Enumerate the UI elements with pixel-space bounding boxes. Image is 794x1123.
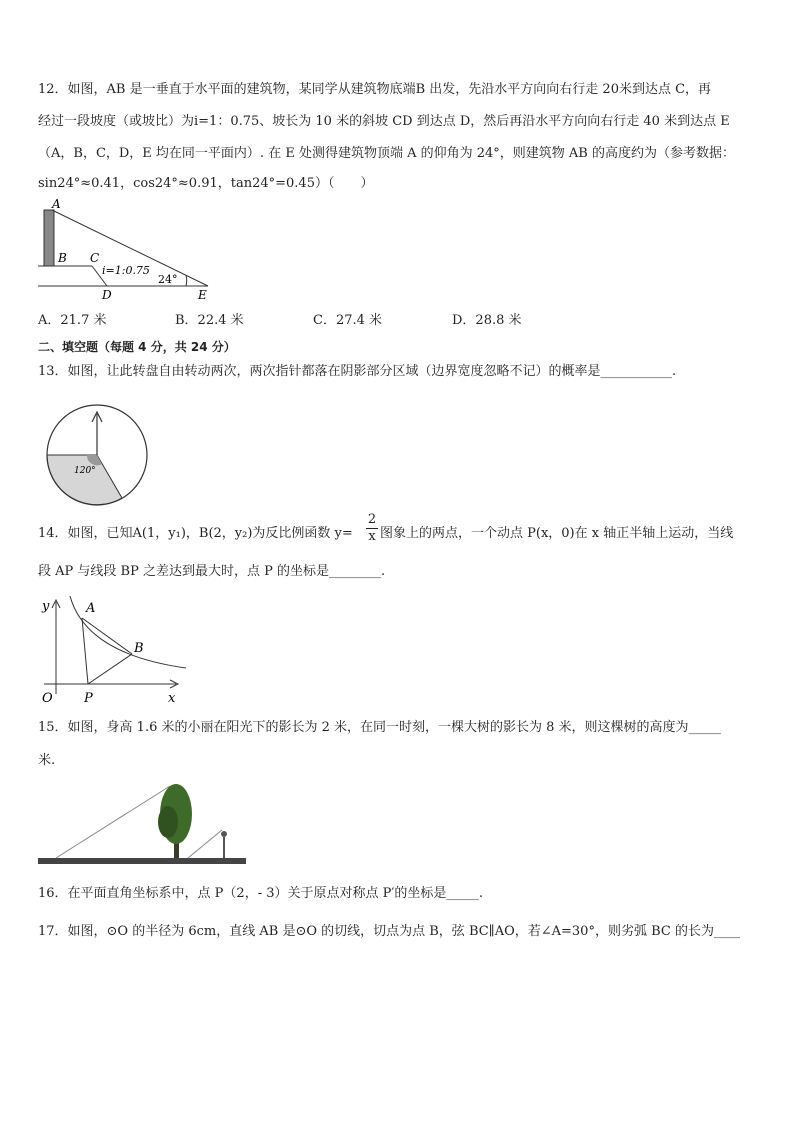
q15-line-2: 米. <box>38 753 56 768</box>
shaded-sector <box>47 455 122 505</box>
q14-graph-diagram <box>36 594 196 710</box>
q12-option-a: A．21.7 米 <box>38 313 107 328</box>
fraction-numerator: 2 <box>367 512 377 527</box>
q12-option-d: D．28.8 米 <box>452 313 522 328</box>
sun-ray-tree <box>56 786 170 858</box>
label-p: P <box>84 691 93 706</box>
q12-option-c: C．27.4 米 <box>313 313 383 328</box>
q13-text: 13．如图，让此转盘自由转动两次，两次指针都落在阴影部分区域（边界宽度忽略不记）的概率是___________. <box>38 364 677 379</box>
person-head <box>221 831 227 837</box>
label-d: D <box>102 288 112 302</box>
q12-option-b: B．22.4 米 <box>175 313 244 328</box>
label-x: x <box>168 691 176 706</box>
q12-line-4: sin24°≈0.41，cos24°≈0.91，tan24°=0.45）（ ） <box>38 176 374 191</box>
fraction-denominator: x <box>368 529 376 544</box>
q17-text: 17．如图，⊙O 的半径为 6cm，直线 AB 是⊙O 的切线，切点为点 B，弦 BC∥AO，若∠A=30°，则劣弧 BC 的长为____ <box>38 924 740 939</box>
angle-label: 24° <box>158 273 178 286</box>
label-e: E <box>198 288 207 302</box>
q14-line-1b: 图象上的两点，一个动点 P(x，0)在 x 轴正半轴上运动，当线 <box>380 526 734 541</box>
q14-line-1a: 14．如图，已知A(1，y₁)，B(2，y₂)为反比例函数 y= <box>38 526 353 541</box>
segment-bp <box>88 654 132 684</box>
q12-line-2: 经过一段坡度（或坡比）为i=1：0.75、坡长为 10 米的斜坡 CD 到达点 D，然后再沿水平方向向右行走 40 米到达点 E <box>38 114 730 129</box>
segment-ab <box>82 618 132 654</box>
label-y: y <box>42 599 50 614</box>
building-shape <box>44 210 54 266</box>
q14-line-2: 段 AP 与线段 BP 之差达到最大时，点 P 的坐标是________. <box>38 564 386 579</box>
label-a: A <box>52 197 61 211</box>
label-b: B <box>58 251 67 265</box>
q13-spinner-diagram <box>42 400 152 510</box>
q12-line-3: （A，B，C，D，E 均在同一平面内）. 在 E 处测得建筑物顶端 A 的仰角为 24°，则建筑物 AB 的高度约为（参考数据： <box>38 146 735 161</box>
sun-ray-person <box>188 830 222 858</box>
slope-ratio-label: i=1:0.75 <box>102 264 150 277</box>
label-o: O <box>42 691 53 706</box>
q15-tree-shadow-diagram <box>38 772 248 872</box>
q12-slope-diagram <box>36 196 216 302</box>
angle-arc <box>186 275 187 286</box>
q16-text: 16．在平面直角坐标系中，点 P（2，- 3）关于原点对称点 P′的坐标是_____. <box>38 886 483 901</box>
ground-strip <box>38 858 246 864</box>
label-b: B <box>134 641 144 656</box>
sector-angle-label: 120° <box>74 466 96 476</box>
section-heading: 二、填空题（每题 4 分，共 24 分） <box>38 340 236 354</box>
segment-ap <box>82 618 88 684</box>
q15-line-1: 15．如图，身高 1.6 米的小丽在阳光下的影长为 2 米，在同一时刻，一棵大树的影长为 8 米，则这棵树的高度为_____ <box>38 720 722 735</box>
label-a: A <box>86 601 96 616</box>
tree-crown-shade <box>158 806 178 838</box>
label-c: C <box>90 251 100 265</box>
q12-line-1: 12．如图，AB 是一垂直于水平面的建筑物，某同学从建筑物底端B 出发，先沿水平方向向右行走 20米到达点 C，再 <box>38 82 712 97</box>
q14-fraction <box>366 512 378 545</box>
